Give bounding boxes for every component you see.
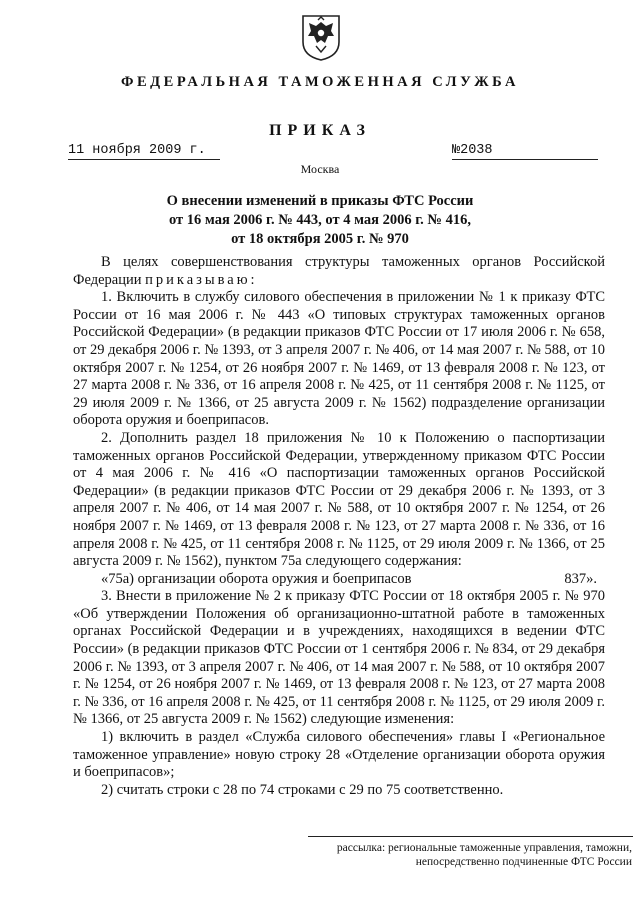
document-body <box>73 254 605 799</box>
row-value: 837». <box>564 570 597 587</box>
command-word: приказываю: <box>145 271 258 288</box>
heading-line: от 18 октября 2005 г. № 970 <box>231 231 409 247</box>
paragraph-3-item-2: 2) считать строки с 28 по 74 строками с 29 по 75 соответственно. <box>101 781 504 798</box>
distribution-list <box>302 841 632 869</box>
paragraph-3: 3. Внести в приложение № 2 к приказу ФТС России от 18 октября 2005 г. № 970 «Об утверждении Положения об организационно-штатной работе в таможенных органах Российской Федерации и в учреждениях, находящихся в ведении ФТС России» (в редакции приказов ФТС России от 1 сентября 2006 г. № 834, от 29 декабря 2006 г. № 1393, от 3 апреля 2007 г. № 406, от 14 мая 2007 г. № 588, от 10 октября 2007 г. № 1254, от 26 ноября 2007 г. № 1469, от 13 февраля 2008 г. № 123, от 27 марта 2008 г. № 336, от 16 апреля 2008 г. № 425, от 11 сентября 2008 г. № 1125, от 29 июля 2009 г. № 1366, от 25 августа 2009 г. № 1562) следующие изменения: <box>73 588 605 728</box>
paragraph-1: 1. Включить в службу силового обеспечения в приложении № 1 к приказу ФТС России от 16 мая 2006 г. № 443 «О типовых структурах таможенных органов Российской Федерации» (в редакции приказов ФТС России от 17 июля 2006 г. № 658, от 29 декабря 2006 г. № 1393, от 3 апреля 2007 г. № 406, от 14 мая 2007 г. № 588, от 10 октября 2007 г. № 1254, от 26 ноября 2007 г. № 1469, от 13 февраля 2008 г. № 123, от 27 марта 2008 г. № 336, от 16 апреля 2008 г. № 425, от 11 сентября 2008 г. № 1125, от 29 июля 2009 г. № 1366, от 25 августа 2009 г. № 1562) подразделение организации оборота оружия и боеприпасов. <box>73 289 605 429</box>
paragraph-2: 2. Дополнить раздел 18 приложения № 10 к Положению о паспортизации таможенных органов Российской Федерации, утвержденному приказом ФТС России от 4 мая 2006 г. № 416 «О паспортизации таможенных органов Российской Федерации» (в редакции приказов ФТС России от 29 декабря 2006 г. № 1393, от 3 апреля 2007 г. № 406, от 14 мая 2007 г. № 588, от 10 октября 2007 г. № 1254, от 26 ноября 2007 г. № 1469, от 13 февраля 2008 г. № 123, от 27 марта 2008 г. № 336, от 16 апреля 2008 г. № 425, от 11 сентября 2008 г. № 1125, от 29 июля 2009 г. № 1366, от 25 августа 2009 г. № 1562), пунктом 75а следующего содержания: <box>73 429 605 570</box>
city: Москва <box>300 162 340 176</box>
order-date: 11 ноября 2009 г. <box>68 143 220 160</box>
paragraph-3-item-1: 1) включить в раздел «Служба силового обеспечения» главы I «Региональное таможенное управление» новую строку 28 «Отделение организации оборота оружия и боеприпасов»; <box>73 729 605 781</box>
document-heading <box>0 192 640 249</box>
state-emblem-icon <box>300 12 342 62</box>
row-text: «75а) организации оборота оружия и боеприпасов <box>101 570 412 587</box>
intro-text: В целях совершенствования структуры таможенных органов Российской Федерации <box>73 254 605 288</box>
document-type: ПРИКАЗ <box>269 122 371 139</box>
distribution-line: непосредственно подчиненные ФТС России <box>415 856 632 868</box>
table-row-75a <box>73 571 605 589</box>
heading-line: от 16 мая 2006 г. № 443, от 4 мая 2006 г. № 416, <box>168 212 472 228</box>
order-number: №2038 <box>452 143 598 160</box>
distribution-line: рассылка: региональные таможенные управления, таможни, <box>336 842 632 854</box>
footer-divider <box>308 836 633 837</box>
agency-name: ФЕДЕРАЛЬНАЯ ТАМОЖЕННАЯ СЛУЖБА <box>121 74 519 90</box>
heading-line: О внесении изменений в приказы ФТС России <box>166 193 474 209</box>
intro-paragraph <box>73 254 605 289</box>
